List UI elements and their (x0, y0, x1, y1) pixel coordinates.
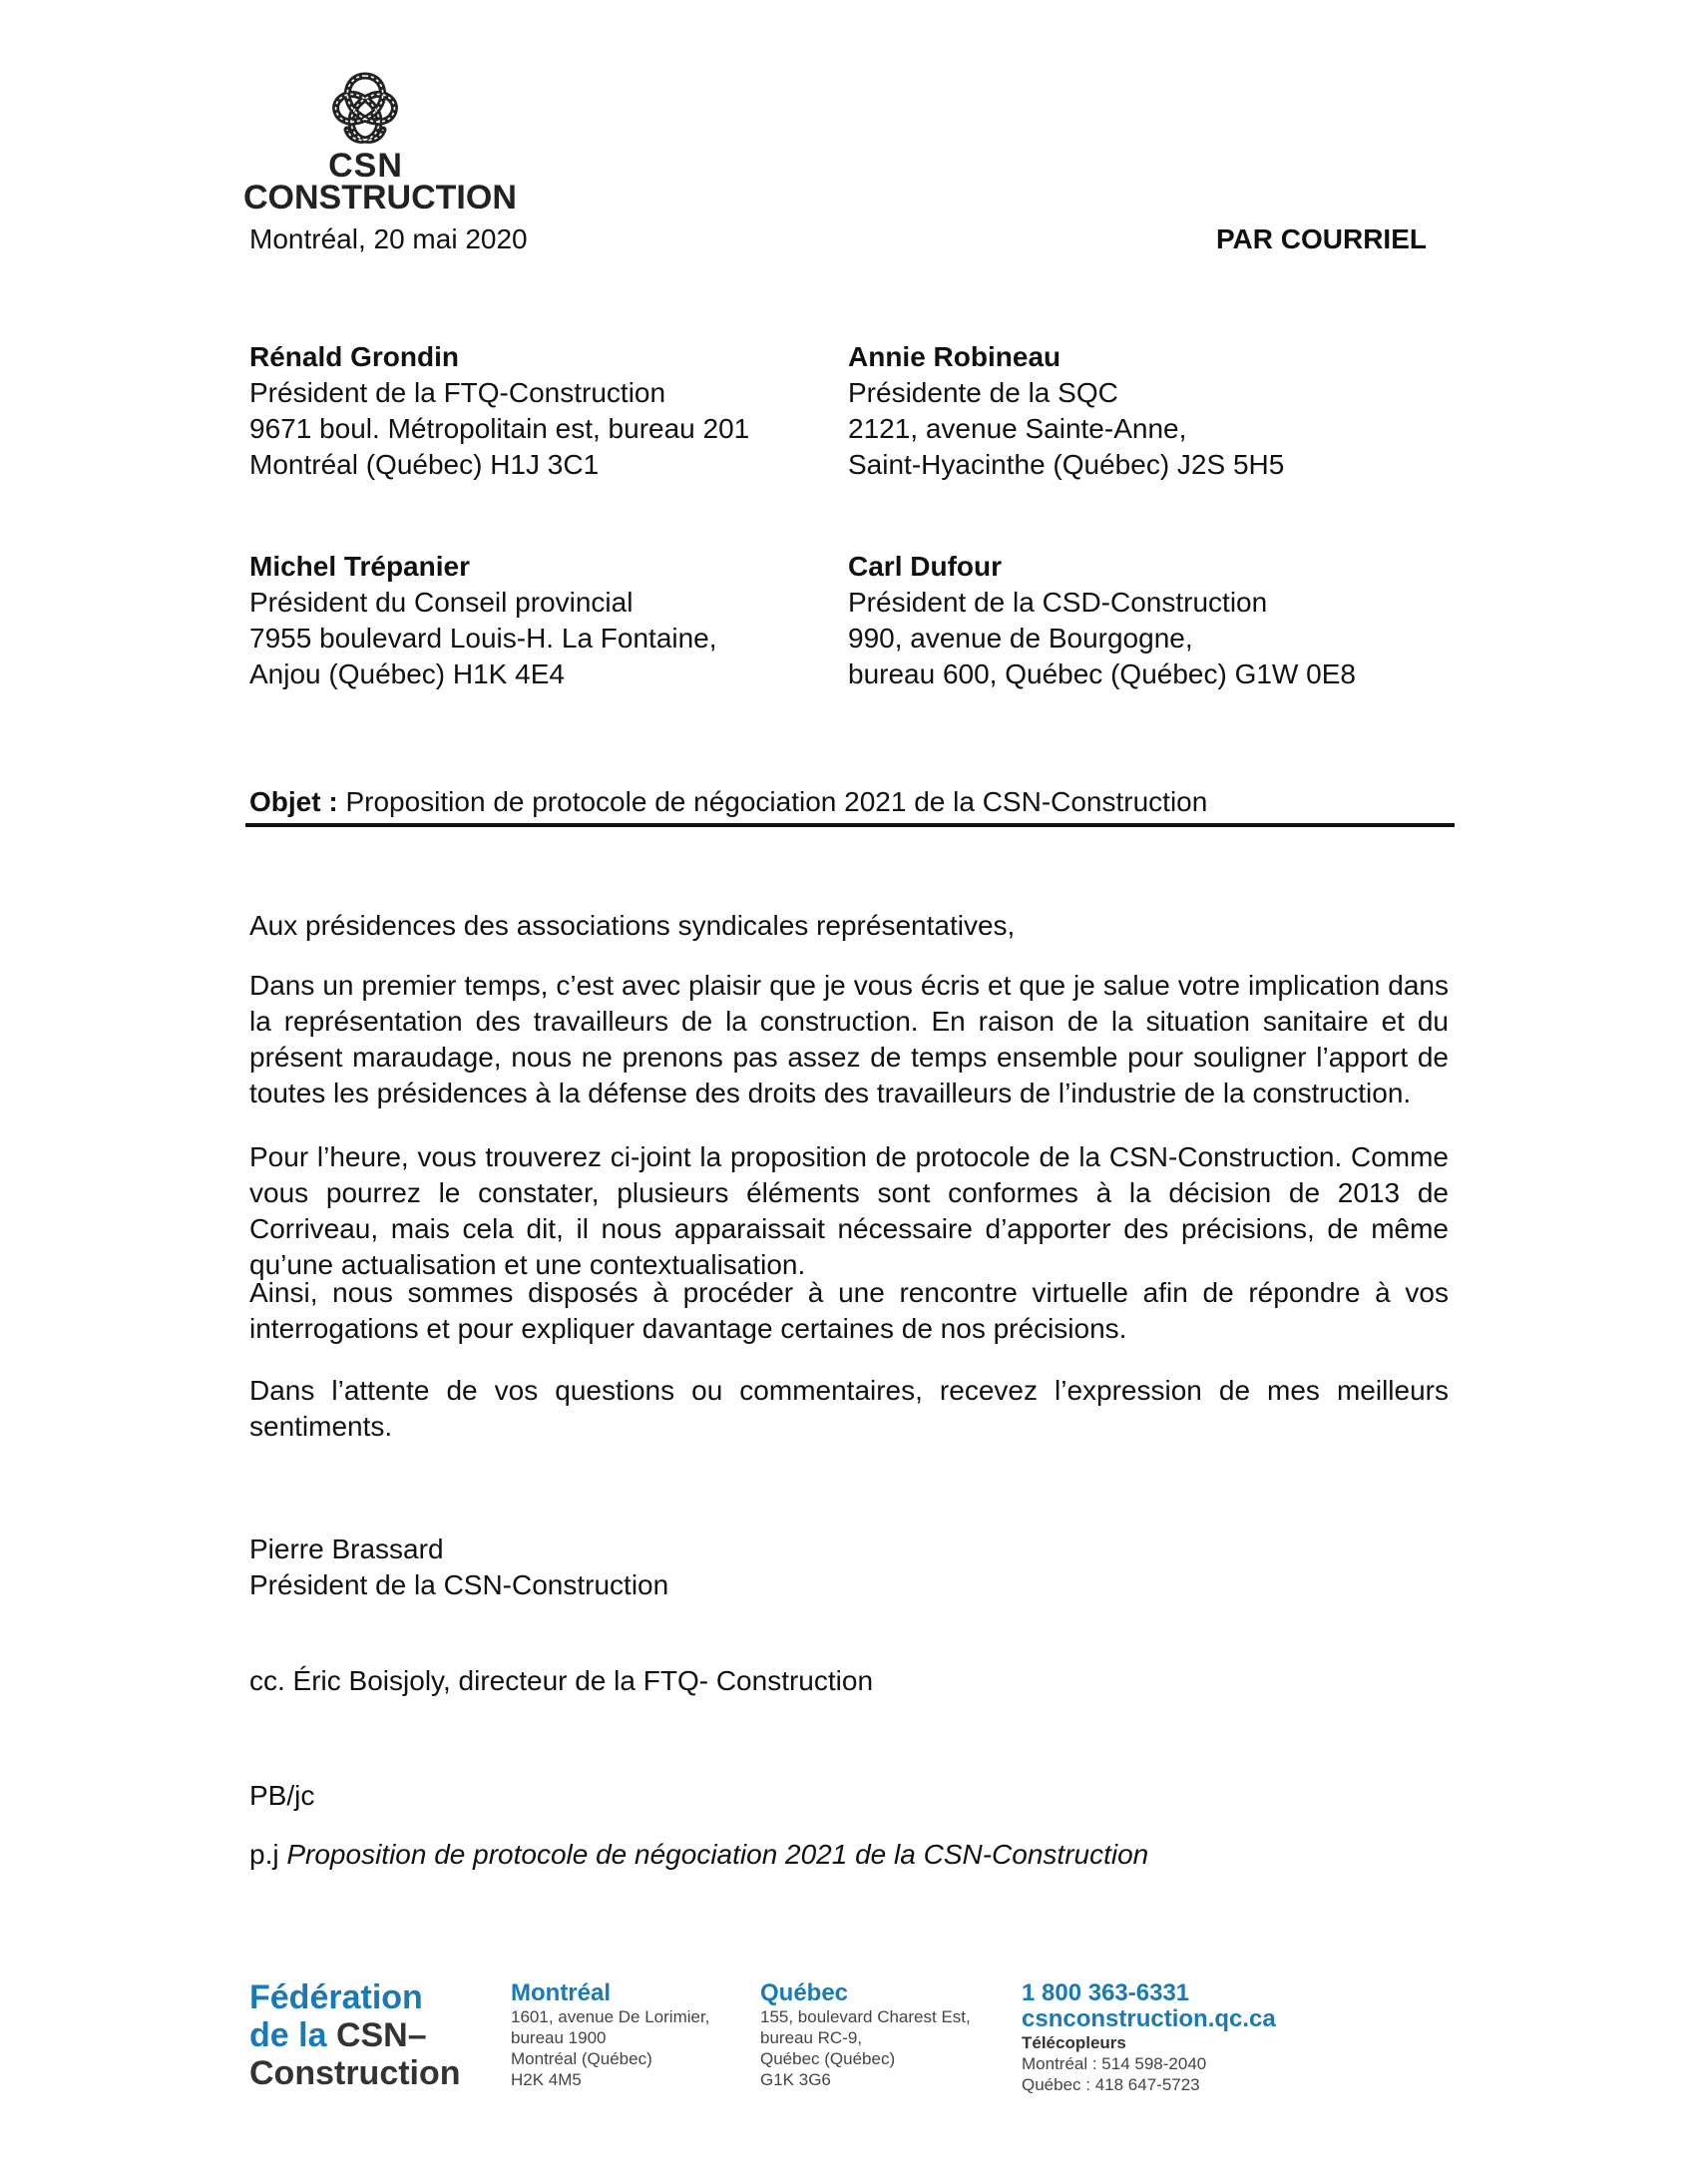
footer-org-name (249, 1978, 461, 2092)
signature-block (249, 1531, 668, 1603)
footer-website: csnconstruction.qc.ca (1022, 2005, 1276, 2032)
recipient-line: Montréal (Québec) H1J 3C1 (249, 449, 600, 480)
recipient-line: Saint-Hyacinthe (Québec) J2S 5H5 (848, 449, 1285, 480)
recipient-address (249, 549, 808, 692)
footer-office-line: 1601, avenue De Lorimier, (511, 2007, 710, 2026)
delivery-method: PAR COURRIEL (1215, 223, 1427, 254)
logo-csn-text: CSN (328, 147, 403, 185)
footer-fax-line: Québec : 418 647-5723 (1022, 2075, 1200, 2094)
paragraph-text: Dans l’attente de vos questions ou commentaires, recevez l’expression de mes meilleurs sentiments. (249, 1375, 1449, 1442)
recipient-address (848, 339, 1407, 483)
recipient-line: 9671 boul. Métropolitain est, bureau 201 (249, 413, 750, 444)
subject-text: Proposition de protocole de négociation 2021 de la CSN-Construction (345, 786, 1208, 817)
footer-fax-line: Montréal : 514 598-2040 (1022, 2054, 1207, 2073)
footer-org-line1: Fédération (249, 1978, 423, 2016)
footer-office-line: bureau RC-9, (760, 2028, 863, 2047)
paragraph-text: Pour l’heure, vous trouverez ci-joint la proposition de protocole de la CSN-Construction. Comme vous pourrez le constater, plusieurs éléments sont conformes à la décision de 2013 de Corriveau, mais cela dit, il nous apparaissait nécessaire d’apporter des précisions, de même qu’une actualisation et une contextualisation. (249, 1141, 1449, 1280)
footer-org-line2a: de la (249, 2016, 327, 2054)
paragraph-text: Ainsi, nous sommes disposés à procéder à une rencontre virtuelle afin de répondre à vos interrogations et pour expliquer davantage certaines de nos précisions. (249, 1277, 1449, 1344)
logo-construction-text: CONSTRUCTION (243, 179, 517, 217)
footer-office-line: G1K 3G6 (760, 2070, 831, 2089)
attachment-line (249, 1837, 1148, 1873)
recipient-line: 7955 boulevard Louis-H. La Fontaine, (249, 623, 717, 654)
recipient-name: Annie Robineau (848, 341, 1061, 372)
recipient-name: Rénald Grondin (249, 341, 459, 372)
knot-logo-icon (323, 68, 407, 150)
recipient-line: 990, avenue de Bourgogne, (848, 623, 1193, 654)
footer-org-line3: Construction (249, 2054, 461, 2092)
body-paragraph (249, 1139, 1449, 1283)
cc-line: cc. Éric Boisjoly, directeur de la FTQ- Construction (249, 1665, 874, 1696)
footer-office-city: Montréal (511, 1979, 612, 2006)
recipient-line: Président de la CSD-Construction (848, 587, 1268, 618)
footer-office-line: H2K 4M5 (511, 2070, 582, 2089)
signature-name: Pierre Brassard (249, 1533, 444, 1564)
footer-office-line: 155, boulevard Charest Est, (760, 2007, 971, 2026)
attachment-prefix: p.j (249, 1839, 279, 1870)
subject-line (249, 784, 1447, 820)
recipient-name: Carl Dufour (848, 551, 1002, 582)
body-paragraph (249, 968, 1449, 1111)
subject-label: Objet : (249, 786, 338, 817)
footer-office-line: Québec (Québec) (760, 2049, 896, 2068)
footer-office-city: Québec (760, 1979, 849, 2006)
recipient-line: Anjou (Québec) H1K 4E4 (249, 658, 565, 689)
footer-office (511, 1980, 709, 2090)
signature-title: Président de la CSN-Construction (249, 1569, 669, 1600)
footer-phone: 1 800 363-6331 (1022, 1979, 1190, 2006)
recipient-line: Président du Conseil provincial (249, 587, 634, 618)
paragraph-text: Dans un premier temps, c’est avec plaisir que je vous écris et que je salue votre implication dans la représentation des travailleurs de la construction. En raison de la situation sanitaire et du présent maraudage, nous ne prenons pas assez de temps ensemble pour souligner l’apport de toutes les présidences à la défense des droits des travailleurs de l’industrie de la construction. (249, 970, 1449, 1108)
letter-date: Montréal, 20 mai 2020 (249, 223, 528, 254)
recipient-line: bureau 600, Québec (Québec) G1W 0E8 (848, 658, 1356, 689)
recipient-name: Michel Trépanier (249, 551, 470, 582)
footer-office (760, 1980, 971, 2090)
footer-org-line2b: CSN– (335, 2016, 427, 2054)
footer-office-line: Montréal (Québec) (511, 2049, 652, 2068)
footer-office-line: bureau 1900 (511, 2028, 607, 2047)
salutation-text: Aux présidences des associations syndicales représentatives, (249, 910, 1016, 941)
footer-fax-label: Télécopleurs (1022, 2033, 1126, 2052)
body-paragraph (249, 1275, 1449, 1347)
recipient-address (249, 339, 808, 483)
recipient-line: 2121, avenue Sainte-Anne, (848, 413, 1187, 444)
footer-contact (1022, 1980, 1276, 2095)
recipient-line: Présidente de la SQC (848, 377, 1118, 408)
initials: PB/jc (249, 1780, 315, 1811)
csn-construction-logo (243, 68, 517, 217)
recipient-line: Président de la FTQ-Construction (249, 377, 666, 408)
subject-divider (245, 823, 1455, 827)
salutation (249, 908, 1449, 944)
recipient-address (848, 549, 1407, 692)
body-paragraph (249, 1373, 1449, 1445)
attachment-title: Proposition de protocole de négociation 2021 de la CSN-Construction (286, 1839, 1149, 1870)
